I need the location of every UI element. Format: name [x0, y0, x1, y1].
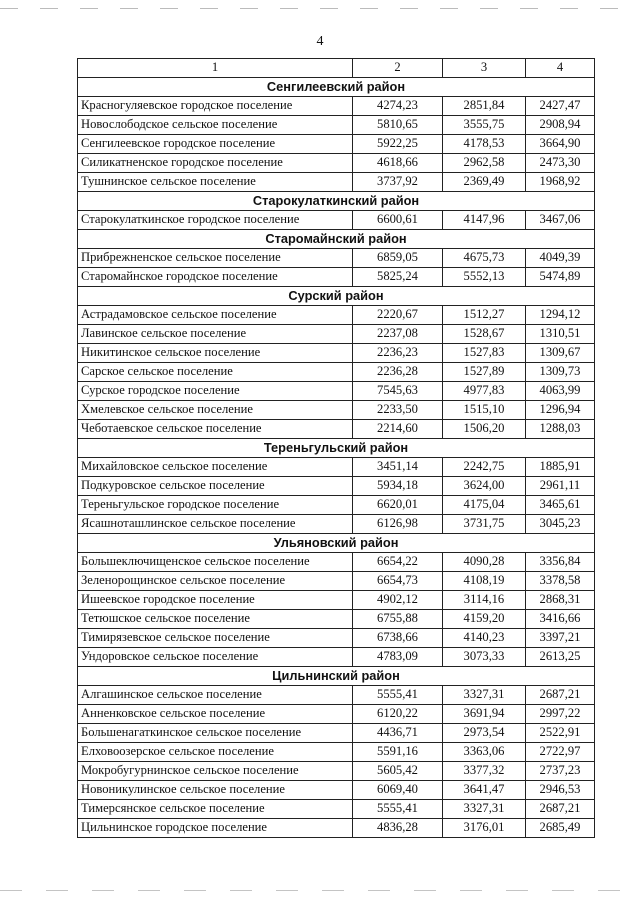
settlement-name: Сенгилеевское городское поселение	[78, 135, 353, 154]
district-row	[78, 287, 595, 306]
value-col-2: 5934,18	[353, 477, 443, 496]
value-col-3: 2851,84	[443, 97, 526, 116]
value-col-2: 6738,66	[353, 629, 443, 648]
settlement-name: Тимирязевское сельское поселение	[78, 629, 353, 648]
district-row	[78, 78, 595, 97]
district-row	[78, 667, 595, 686]
table-row	[78, 401, 595, 420]
column-header: 1	[78, 59, 353, 78]
district-row	[78, 192, 595, 211]
value-col-2: 5555,41	[353, 686, 443, 705]
column-header: 3	[443, 59, 526, 78]
value-col-2: 5810,65	[353, 116, 443, 135]
value-col-2: 6654,22	[353, 553, 443, 572]
value-col-3: 1527,89	[443, 363, 526, 382]
value-col-4: 2473,30	[526, 154, 595, 173]
value-col-2: 6069,40	[353, 781, 443, 800]
settlement-name: Никитинское сельское поселение	[78, 344, 353, 363]
value-col-3: 1506,20	[443, 420, 526, 439]
value-col-2: 4783,09	[353, 648, 443, 667]
table-row	[78, 173, 595, 192]
value-col-2: 6600,61	[353, 211, 443, 230]
settlement-name: Чеботаевское сельское поселение	[78, 420, 353, 439]
settlement-name: Елховоозерское сельское поселение	[78, 743, 353, 762]
value-col-4: 3356,84	[526, 553, 595, 572]
value-col-3: 4175,04	[443, 496, 526, 515]
value-col-2: 6654,73	[353, 572, 443, 591]
table-row	[78, 249, 595, 268]
value-col-2: 3737,92	[353, 173, 443, 192]
value-col-2: 6755,88	[353, 610, 443, 629]
value-col-4: 2687,21	[526, 800, 595, 819]
value-col-4: 3397,21	[526, 629, 595, 648]
value-col-2: 2220,67	[353, 306, 443, 325]
value-col-3: 3377,32	[443, 762, 526, 781]
district-row	[78, 534, 595, 553]
value-col-3: 2369,49	[443, 173, 526, 192]
settlement-name: Ундоровское сельское поселение	[78, 648, 353, 667]
value-col-4: 2613,25	[526, 648, 595, 667]
settlement-name: Сурское городское поселение	[78, 382, 353, 401]
value-col-4: 3467,06	[526, 211, 595, 230]
table-row	[78, 724, 595, 743]
value-col-4: 2737,23	[526, 762, 595, 781]
table-row	[78, 344, 595, 363]
table-row	[78, 268, 595, 287]
district-name: Ульяновский район	[78, 534, 595, 553]
settlement-name: Лавинское сельское поселение	[78, 325, 353, 344]
value-col-2: 2233,50	[353, 401, 443, 420]
value-col-2: 4618,66	[353, 154, 443, 173]
value-col-3: 3555,75	[443, 116, 526, 135]
table-row	[78, 800, 595, 819]
value-col-3: 4147,96	[443, 211, 526, 230]
settlement-name: Ишеевское городское поселение	[78, 591, 353, 610]
column-header: 2	[353, 59, 443, 78]
settlement-name: Мокробугурнинское сельское поселение	[78, 762, 353, 781]
value-col-3: 3731,75	[443, 515, 526, 534]
value-col-3: 5552,13	[443, 268, 526, 287]
value-col-3: 3641,47	[443, 781, 526, 800]
table-row	[78, 382, 595, 401]
district-row	[78, 439, 595, 458]
settlement-name: Алгашинское сельское поселение	[78, 686, 353, 705]
value-col-2: 2214,60	[353, 420, 443, 439]
value-col-4: 1294,12	[526, 306, 595, 325]
table-row	[78, 781, 595, 800]
value-col-4: 5474,89	[526, 268, 595, 287]
settlement-name: Силикатненское городское поселение	[78, 154, 353, 173]
settlement-name: Тетюшское сельское поселение	[78, 610, 353, 629]
value-col-4: 2961,11	[526, 477, 595, 496]
value-col-3: 2242,75	[443, 458, 526, 477]
value-col-2: 2236,28	[353, 363, 443, 382]
table-row	[78, 420, 595, 439]
settlement-name: Красногуляевское городское поселение	[78, 97, 353, 116]
table-row	[78, 648, 595, 667]
value-col-2: 2236,23	[353, 344, 443, 363]
table-row	[78, 363, 595, 382]
value-col-2: 4836,28	[353, 819, 443, 838]
settlement-name: Ясашноташлинское сельское поселение	[78, 515, 353, 534]
table-row	[78, 135, 595, 154]
table-row	[78, 705, 595, 724]
column-header: 4	[526, 59, 595, 78]
value-col-4: 3378,58	[526, 572, 595, 591]
value-col-2: 6126,98	[353, 515, 443, 534]
value-col-4: 2946,53	[526, 781, 595, 800]
value-col-2: 4274,23	[353, 97, 443, 116]
settlement-name: Тушнинское сельское поселение	[78, 173, 353, 192]
table-row	[78, 496, 595, 515]
value-col-2: 6120,22	[353, 705, 443, 724]
value-col-2: 5555,41	[353, 800, 443, 819]
value-col-4: 1288,03	[526, 420, 595, 439]
settlement-name: Зеленорощинское сельское поселение	[78, 572, 353, 591]
table-row	[78, 743, 595, 762]
value-col-3: 3691,94	[443, 705, 526, 724]
value-col-3: 4090,28	[443, 553, 526, 572]
district-name: Старомайнский район	[78, 230, 595, 249]
settlement-name: Тереньгульское городское поселение	[78, 496, 353, 515]
value-col-4: 4063,99	[526, 382, 595, 401]
value-col-4: 1296,94	[526, 401, 595, 420]
value-col-2: 5922,25	[353, 135, 443, 154]
district-name: Сенгилеевский район	[78, 78, 595, 97]
value-col-3: 1512,27	[443, 306, 526, 325]
table-row	[78, 819, 595, 838]
settlement-name: Большенагаткинское сельское поселение	[78, 724, 353, 743]
table-row	[78, 610, 595, 629]
table-row	[78, 325, 595, 344]
table-row	[78, 686, 595, 705]
value-col-2: 6620,01	[353, 496, 443, 515]
settlement-table	[77, 58, 595, 838]
district-name: Цильнинский район	[78, 667, 595, 686]
value-col-4: 2685,49	[526, 819, 595, 838]
value-col-4: 2997,22	[526, 705, 595, 724]
settlement-name: Новоникулинское сельское поселение	[78, 781, 353, 800]
value-col-2: 7545,63	[353, 382, 443, 401]
table-row	[78, 458, 595, 477]
value-col-3: 4178,53	[443, 135, 526, 154]
value-col-4: 2522,91	[526, 724, 595, 743]
settlement-name: Новослободское сельское поселение	[78, 116, 353, 135]
table-row	[78, 762, 595, 781]
table-row	[78, 211, 595, 230]
table-row	[78, 97, 595, 116]
settlement-name: Сарское сельское поселение	[78, 363, 353, 382]
value-col-3: 1527,83	[443, 344, 526, 363]
value-col-2: 3451,14	[353, 458, 443, 477]
value-col-3: 3363,06	[443, 743, 526, 762]
table-row	[78, 515, 595, 534]
table-body	[78, 78, 595, 838]
value-col-4: 2722,97	[526, 743, 595, 762]
value-col-2: 4902,12	[353, 591, 443, 610]
settlement-name: Михайловское сельское поселение	[78, 458, 353, 477]
value-col-4: 3045,23	[526, 515, 595, 534]
value-col-4: 1309,67	[526, 344, 595, 363]
value-col-4: 1309,73	[526, 363, 595, 382]
value-col-2: 5605,42	[353, 762, 443, 781]
value-col-3: 3327,31	[443, 800, 526, 819]
settlement-name: Подкуровское сельское поселение	[78, 477, 353, 496]
value-col-2: 5591,16	[353, 743, 443, 762]
settlement-name: Старомайнское городское поселение	[78, 268, 353, 287]
value-col-4: 3416,66	[526, 610, 595, 629]
page-number: 4	[316, 34, 324, 49]
settlement-name: Прибрежненское сельское поселение	[78, 249, 353, 268]
district-name: Старокулаткинский район	[78, 192, 595, 211]
table-row	[78, 116, 595, 135]
table-header-row	[78, 59, 595, 78]
value-col-4: 1885,91	[526, 458, 595, 477]
value-col-3: 2962,58	[443, 154, 526, 173]
settlement-name: Старокулаткинское городское поселение	[78, 211, 353, 230]
value-col-4: 2427,47	[526, 97, 595, 116]
table-row	[78, 553, 595, 572]
table-row	[78, 629, 595, 648]
settlement-name: Хмелевское сельское поселение	[78, 401, 353, 420]
value-col-3: 4108,19	[443, 572, 526, 591]
value-col-4: 4049,39	[526, 249, 595, 268]
scan-edge-bottom	[0, 890, 640, 891]
value-col-3: 4140,23	[443, 629, 526, 648]
value-col-3: 3624,00	[443, 477, 526, 496]
district-name: Сурский район	[78, 287, 595, 306]
settlement-name: Астрадамовское сельское поселение	[78, 306, 353, 325]
value-col-3: 4159,20	[443, 610, 526, 629]
settlement-name: Большеключищенское сельское поселение	[78, 553, 353, 572]
value-col-3: 1515,10	[443, 401, 526, 420]
value-col-2: 5825,24	[353, 268, 443, 287]
value-col-3: 1528,67	[443, 325, 526, 344]
settlement-name: Анненковское сельское поселение	[78, 705, 353, 724]
table-row	[78, 306, 595, 325]
value-col-4: 1310,51	[526, 325, 595, 344]
settlement-name: Цильнинское городское поселение	[78, 819, 353, 838]
value-col-4: 1968,92	[526, 173, 595, 192]
value-col-2: 4436,71	[353, 724, 443, 743]
value-col-3: 3114,16	[443, 591, 526, 610]
value-col-2: 6859,05	[353, 249, 443, 268]
value-col-2: 2237,08	[353, 325, 443, 344]
table-row	[78, 154, 595, 173]
district-row	[78, 230, 595, 249]
value-col-4: 2908,94	[526, 116, 595, 135]
value-col-3: 3327,31	[443, 686, 526, 705]
value-col-3: 3073,33	[443, 648, 526, 667]
scan-edge-top	[0, 8, 640, 9]
value-col-3: 4675,73	[443, 249, 526, 268]
value-col-4: 2687,21	[526, 686, 595, 705]
value-col-3: 2973,54	[443, 724, 526, 743]
district-name: Тереньгульский район	[78, 439, 595, 458]
value-col-3: 4977,83	[443, 382, 526, 401]
table-row	[78, 591, 595, 610]
value-col-4: 3664,90	[526, 135, 595, 154]
value-col-4: 3465,61	[526, 496, 595, 515]
value-col-4: 2868,31	[526, 591, 595, 610]
table-row	[78, 477, 595, 496]
table-row	[78, 572, 595, 591]
settlement-name: Тимерсянское сельское поселение	[78, 800, 353, 819]
value-col-3: 3176,01	[443, 819, 526, 838]
